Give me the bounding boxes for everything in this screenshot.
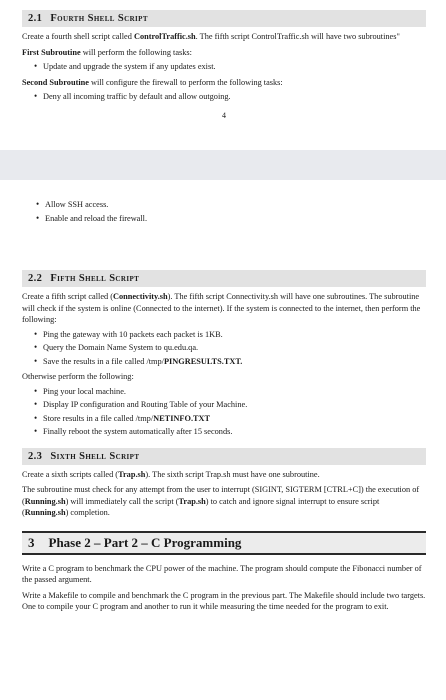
intro-text-end: ). The fifth script Connectivity.sh will have one subroutines. The subroutine will check if the system is online (Connected to the internet). If the system is connected to the internet, then perform the following:: [22, 292, 421, 324]
second-subroutine-line: [22, 77, 426, 89]
online-task-list: [22, 329, 426, 368]
section-2-3-para-2: [22, 484, 426, 519]
otherwise-line: Otherwise perform the following:: [22, 372, 134, 381]
text: ) will immediately call the script (: [65, 496, 179, 506]
file-name: NETINFO.TXT: [153, 413, 211, 423]
section-number: 2.2: [28, 273, 43, 284]
chapter-number: 3: [28, 534, 35, 550]
section-title: Fourth Shell Script: [50, 13, 148, 24]
chapter-3-para-1: Write a C program to benchmark the CPU power of the machine. The program should compute the Fibonacci number of the passed argument.: [22, 563, 422, 584]
script-name: Trap.sh: [178, 496, 206, 506]
list-item: • Query the Domain Name System to qu.edu.qa.: [34, 342, 426, 354]
page-top: [0, 0, 446, 150]
list-item: [34, 413, 426, 425]
script-name: Trap.sh: [118, 469, 146, 479]
text: ). The sixth script Trap.sh must have one subroutine.: [145, 469, 320, 479]
page-number: 4: [222, 110, 226, 120]
script-name: Running.sh: [24, 496, 66, 506]
offline-task-list: [22, 386, 426, 438]
section-title: Fifth Shell Script: [50, 273, 140, 284]
section-2-2-heading: [22, 270, 426, 287]
list-item: • Ping the gateway with 10 packets each packet is 1KB.: [34, 329, 426, 341]
item-text: Store results in a file called /tmp/: [43, 413, 154, 423]
chapter-title: Phase 2 – Part 2 – C Programming: [48, 534, 242, 550]
script-name: Connectivity.sh: [113, 292, 168, 301]
page-separator: [0, 150, 446, 180]
text: The subroutine must check for any attempt from the user to interrupt (SIGINT, SIGTERM [CTRL+C]) the execution of (: [22, 485, 420, 506]
list-item: • Deny all incoming traffic by default and allow outgoing.: [34, 91, 426, 103]
section-2-2-intro: [22, 291, 426, 326]
second-subroutine-text: will configure the firewall to perform the following tasks:: [88, 77, 283, 87]
chapter-3-para-2: Write a Makefile to compile and benchmark the C program in the previous part. The Makefile should include two targets. One to compile your C program and another to run it while measuring the time needed for the program to exit.: [22, 590, 426, 611]
list-item: • Ping your local machine.: [34, 386, 426, 398]
item-text: Save the results in a file called /tmp/: [43, 356, 164, 366]
list-item: • Allow SSH access.: [36, 199, 426, 211]
text: ) completion.: [65, 508, 110, 517]
text: ) to catch and ignore signal interrupt to ensure script (: [22, 496, 380, 517]
section-number: 2.1: [28, 13, 43, 24]
intro-text: Create a fourth shell script called: [22, 32, 134, 41]
second-subroutine-list: [22, 91, 426, 103]
intro-text-end: . The fifth script ControlTraffic.sh will have two subroutines": [195, 32, 400, 41]
first-subroutine-line: [22, 47, 426, 59]
script-name: ControlTraffic.sh: [133, 32, 196, 41]
section-2-1-heading: [22, 10, 426, 27]
text: Create a sixth scripts called (: [22, 469, 119, 479]
intro-text: Create a fifth script called (: [22, 292, 113, 301]
chapter-3-heading: [22, 531, 426, 555]
script-name: Running.sh: [24, 508, 66, 517]
first-subroutine-label: First Subroutine: [22, 47, 81, 57]
continued-list: [22, 199, 426, 224]
list-item: [34, 356, 426, 368]
section-2-3-para-1: [22, 469, 426, 481]
second-subroutine-label: Second Subroutine: [22, 77, 89, 87]
section-2-1-intro: [22, 31, 426, 43]
section-number: 2.3: [28, 450, 43, 462]
first-subroutine-list: [22, 61, 426, 73]
section-2-3-heading: [22, 448, 426, 465]
section-title: Sixth Shell Script: [50, 450, 140, 462]
file-name: PINGRESULTS.TXT.: [163, 356, 243, 366]
list-item: • Finally reboot the system automatically after 15 seconds.: [34, 426, 426, 438]
list-item: • Enable and reload the firewall.: [36, 213, 426, 225]
list-item: • Update and upgrade the system if any updates exist.: [34, 61, 426, 73]
list-item: • Display IP configuration and Routing Table of your Machine.: [34, 399, 426, 411]
first-subroutine-text: will perform the following tasks:: [80, 47, 192, 57]
page-bottom: [0, 180, 446, 700]
